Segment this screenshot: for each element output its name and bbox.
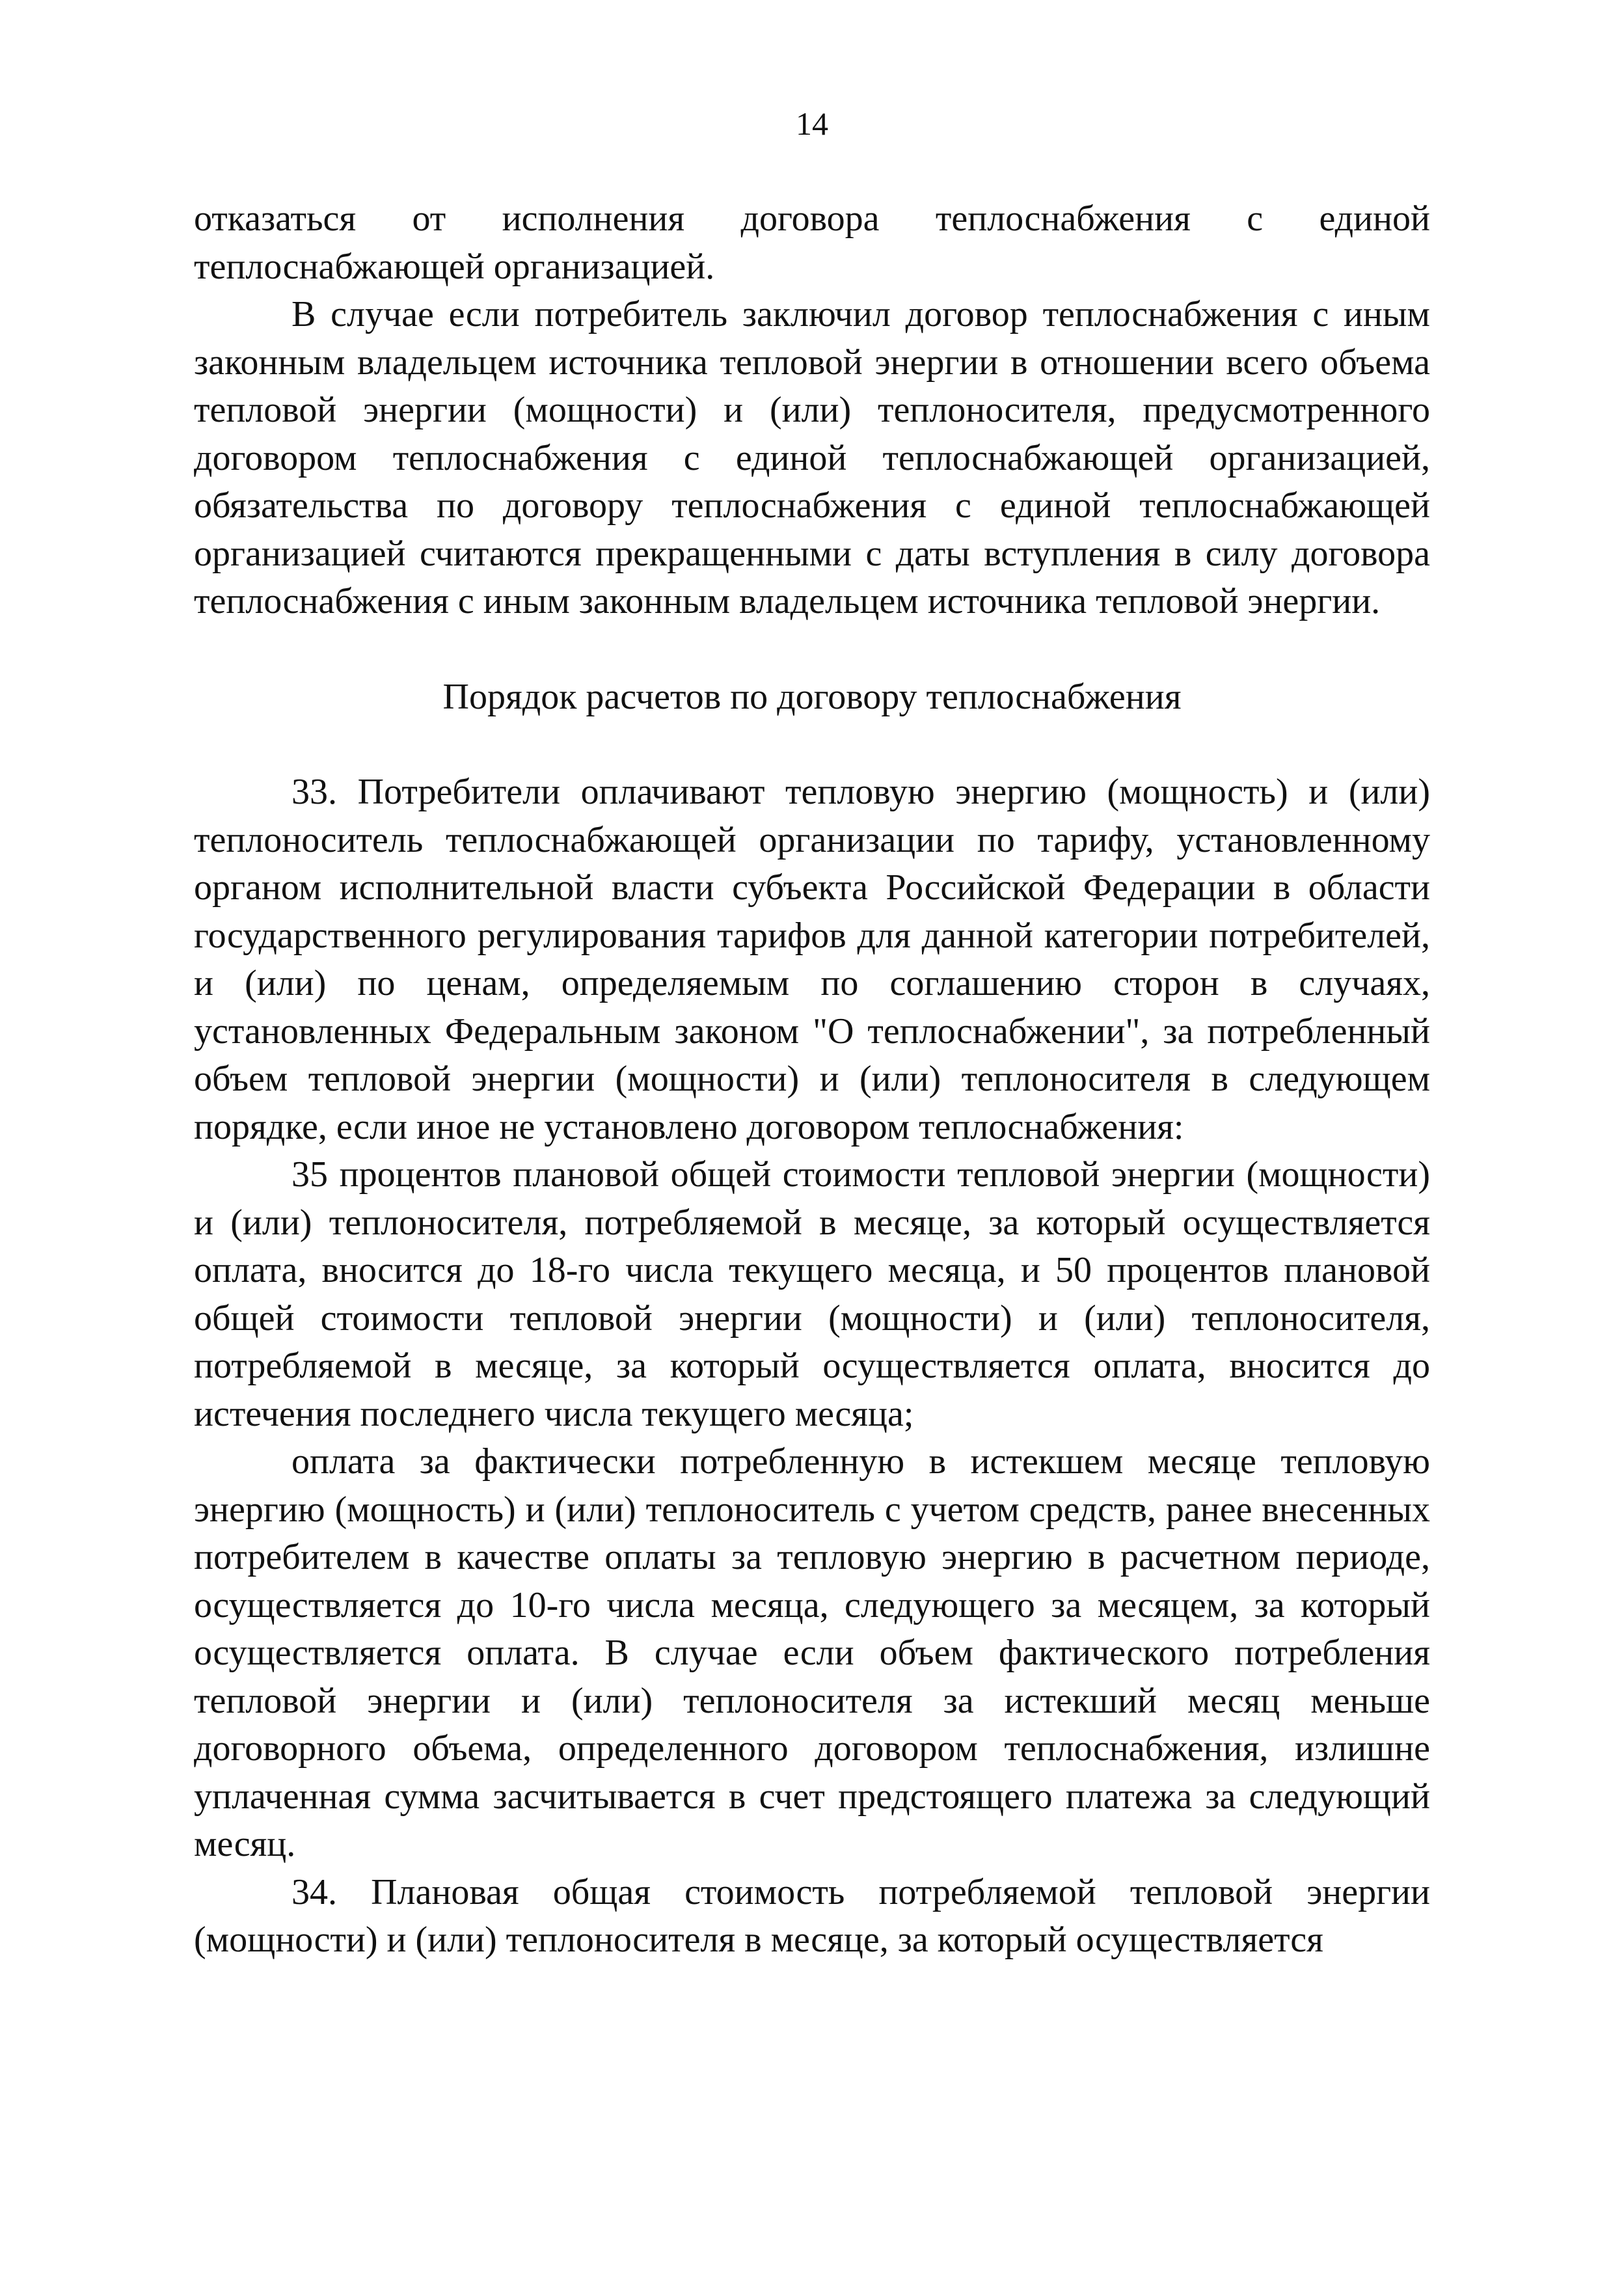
paragraph-continuation: отказаться от исполнения договора теплоснабжения с единой теплоснабжающей организацией. — [194, 198, 1430, 287]
paragraph-actual-payment: оплата за фактически потребленную в истекшем месяце тепловую энергию (мощность) и (или) теплоноситель с учетом средств, ранее внесенных потребителем в качестве оплаты за тепловую энергию в расчетном периоде, осуществляется до 10-го числа месяца, следующего за месяцем, за который осуществляется оплата. В случае если объем фактического потребления тепловой энергии и (или) теплоносителя за истекший месяц меньше договорного объема, определенного договором теплоснабжения, излишне уплаченная сумма засчитывается в счет предстоящего платежа за следующий месяц. — [194, 1441, 1430, 1864]
paragraph-clause-34: 34. Плановая общая стоимость потребляемой тепловой энергии (мощности) и (или) теплоносителя в месяце, за который осуществляется — [194, 1871, 1430, 1960]
page-number: 14 — [796, 105, 828, 142]
paragraph-payment-35-percent: 35 процентов плановой общей стоимости тепловой энергии (мощности) и (или) теплоносителя, потребляемой в месяце, за который осуществляется оплата, вносится до 18-го числа текущего месяца, и 50 процентов плановой общей стоимости тепловой энергии (мощности) и (или) теплоносителя, потребляемой в месяце, за который осуществляется оплата, вносится до истечения последнего числа текущего месяца; — [194, 1154, 1430, 1434]
paragraph-clause-33: 33. Потребители оплачивают тепловую энергию (мощность) и (или) теплоноситель теплоснабжающей организации по тарифу, установленному органом исполнительной власти субъекта Российской Федерации в области государственного регулирования тарифов для данной категории потребителей, и (или) по ценам, определяемым по соглашению сторон в случаях, установленных Федеральным законом "О теплоснабжении", за потребленный объем тепловой энергии (мощности) и (или) теплоносителя в следующем порядке, если иное не установлено договором теплоснабжения: — [194, 772, 1430, 1147]
paragraph-termination-clause: В случае если потребитель заключил договор теплоснабжения с иным законным владельцем источника тепловой энергии в отношении всего объема тепловой энергии (мощности) и (или) теплоносителя, предусмотренного договором теплоснабжения с единой теплоснабжающей организацией, обязательства по договору теплоснабжения с единой теплоснабжающей организацией считаются прекращенными с даты вступления в силу договора теплоснабжения с иным законным владельцем источника тепловой энергии. — [194, 294, 1430, 621]
section-heading: Порядок расчетов по договору теплоснабжения — [442, 676, 1182, 717]
document-body — [194, 195, 1430, 1964]
